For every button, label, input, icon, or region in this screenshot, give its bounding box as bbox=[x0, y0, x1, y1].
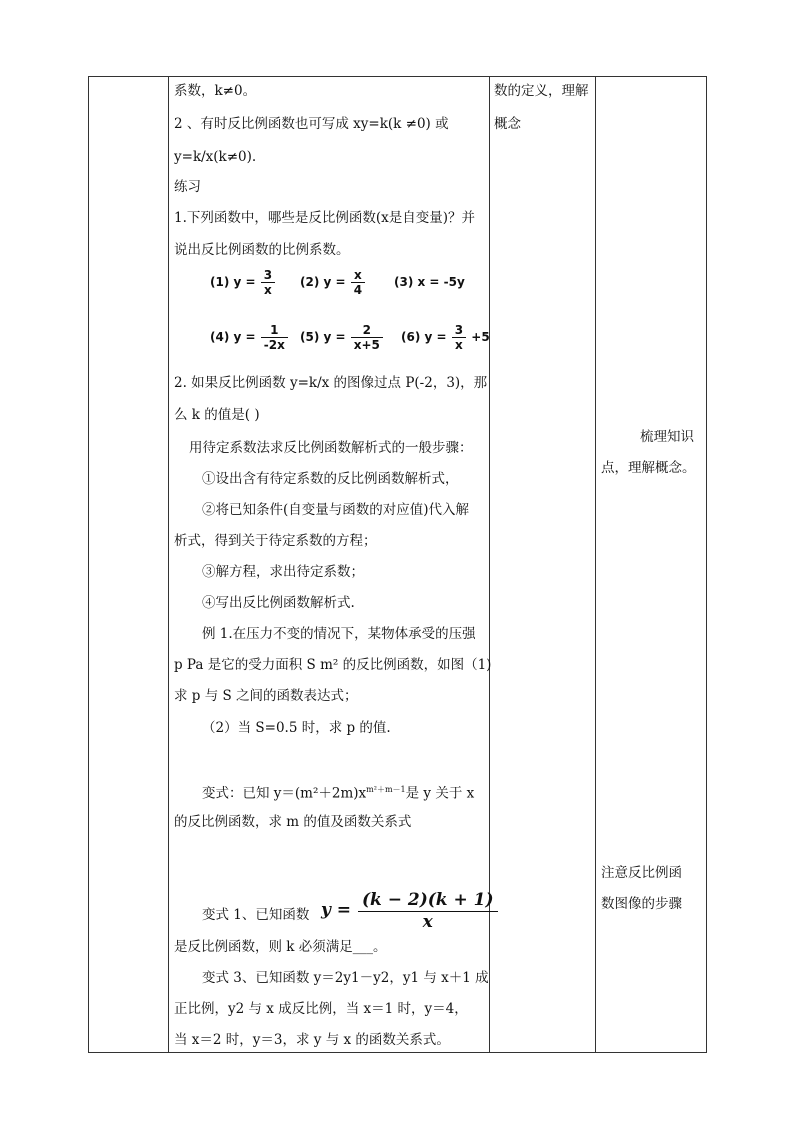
formula-6: (6) y = $\frac{3}{x}$ +5 bbox=[401, 323, 490, 352]
text-line: 当 x＝2 时，y＝3，求 y 与 x 的函数关系式。 bbox=[174, 1032, 450, 1048]
formula-4: (4) y = $\frac{1}{-2x}$ bbox=[210, 323, 289, 352]
text-line: 变式 1、已知函数 bbox=[202, 907, 310, 923]
text-line: （2）当 S=0.5 时，求 p 的值. bbox=[202, 720, 391, 736]
notes-cell bbox=[595, 77, 707, 1052]
text-line: 的反比例函数，求 m 的值及函数关系式 bbox=[174, 814, 412, 830]
text-line: ①设出含有待定系数的反比例函数解析式， bbox=[202, 471, 459, 487]
text-line: 梳理知识 bbox=[640, 429, 694, 445]
text-line: 概念 bbox=[494, 116, 521, 132]
text-line: 变式 3、已知函数 y＝2y1－y2，y1 与 x＋1 成 bbox=[202, 970, 489, 986]
design-intent-cell bbox=[489, 77, 595, 1052]
text-line: 系数，k≠0。 bbox=[174, 83, 257, 99]
text-line: 么 k 的值是( ) bbox=[174, 407, 260, 423]
text-line: 用待定系数法求反比例函数解析式的一般步骤： bbox=[189, 440, 473, 456]
content-cell bbox=[169, 77, 494, 1052]
text-line: 是反比例函数，则 k 必须满足___。 bbox=[174, 939, 387, 955]
text-line: 例 1.在压力不变的情况下，某物体承受的压强 bbox=[202, 626, 476, 642]
text-line: ②将已知条件(自变量与函数的对应值)代入解 bbox=[202, 502, 470, 518]
formula-2: (2) y = $\frac{x}{4}$ bbox=[300, 268, 366, 297]
blank-cell bbox=[89, 77, 168, 1052]
text-line: p Pa 是它的受力面积 S m² 的反比例函数，如图（1) bbox=[174, 657, 492, 673]
text-line: ④写出反比例函数解析式. bbox=[202, 595, 355, 611]
formula-5: (5) y = $\frac{2}{x+5}$ bbox=[300, 323, 384, 352]
text-line: y=k/x(k≠0). bbox=[174, 149, 257, 165]
text-line: 点，理解概念。 bbox=[601, 460, 696, 476]
formula-3: (3) x = -5y bbox=[394, 275, 465, 289]
function-equation: y = $\frac{(k - 2)(k + 1)}{x}$ bbox=[321, 889, 499, 932]
text-line: 析式，得到关于待定系数的方程； bbox=[174, 533, 377, 549]
text-line: 说出反比例函数的比例系数。 bbox=[174, 242, 350, 258]
text-line: 正比例，y2 与 x 成反比例，当 x＝1 时，y＝4， bbox=[174, 1001, 468, 1017]
text-line: 2 、有时反比例函数也可写成 xy=k(k ≠0) 或 bbox=[174, 116, 449, 132]
text-line: 注意反比例函 bbox=[601, 865, 682, 881]
text-line: 1.下列函数中，哪些是反比例函数(x是自变量)？并 bbox=[174, 210, 476, 226]
text-line: 求 p 与 S 之间的函数表达式； bbox=[174, 688, 358, 704]
text-line: 数图像的步骤 bbox=[601, 896, 682, 912]
text-line: 数的定义，理解 bbox=[494, 83, 589, 99]
text-line: 变式：已知 $y=(m^2+2m)x^{m^2+m-1}$是 y 关于 x bbox=[202, 785, 475, 802]
text-line: 2. 如果反比例函数 y=k/x 的图像过点 P(-2，3)，那 bbox=[174, 375, 488, 391]
text-line: 练习 bbox=[174, 179, 201, 195]
formula-1: (1) y = $\frac{3}{x}$ bbox=[210, 268, 276, 297]
text-line: ③解方程，求出待定系数； bbox=[202, 564, 364, 580]
lesson-table bbox=[88, 76, 707, 1053]
